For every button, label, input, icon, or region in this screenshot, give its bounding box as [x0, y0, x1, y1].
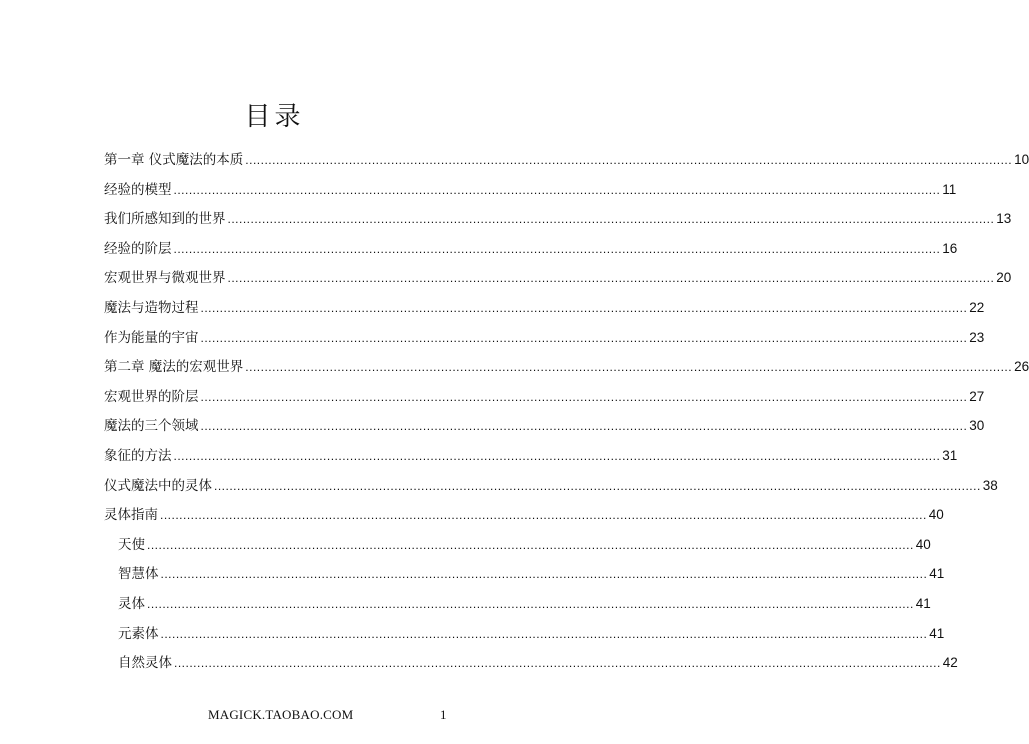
- toc-entry-label: 魔法与造物过程: [104, 299, 199, 316]
- table-of-contents: [104, 150, 1029, 683]
- toc-entry[interactable]: [104, 239, 958, 269]
- toc-entry-label: 魔法的三个领域: [104, 418, 199, 435]
- toc-entry-label: 经验的阶层: [104, 240, 172, 257]
- toc-entry-label: 宏观世界与微观世界: [104, 270, 226, 287]
- toc-entry-label: 智慧体: [118, 566, 159, 583]
- toc-entry-label: 象征的方法: [104, 447, 172, 464]
- toc-entry-page: 26: [1014, 359, 1029, 375]
- toc-entry-label: 第一章 仪式魔法的本质: [104, 152, 244, 168]
- toc-entry-label: 自然灵体: [118, 655, 172, 672]
- toc-leader-dots: ........................................................................................................................................................................................................: [147, 596, 914, 611]
- toc-entry-label: 灵体指南: [104, 507, 158, 524]
- toc-entry[interactable]: [104, 357, 1029, 387]
- toc-entry-page: 23: [969, 329, 985, 345]
- toc-entry-page: 38: [982, 477, 998, 493]
- toc-entry[interactable]: [104, 594, 931, 624]
- toc-entry-page: 22: [969, 299, 985, 315]
- page-title: 目录: [244, 102, 305, 132]
- toc-entry[interactable]: [104, 209, 1012, 239]
- toc-leader-dots: ........................................................................................................................................................................................................: [245, 153, 1013, 167]
- toc-leader-dots: ........................................................................................................................................................................................................: [200, 330, 968, 345]
- toc-entry-label: 仪式魔法中的灵体: [104, 477, 212, 494]
- toc-entry-label: 宏观世界的阶层: [104, 388, 199, 405]
- toc-leader-dots: ........................................................................................................................................................................................................: [160, 567, 928, 582]
- toc-leader-dots: ........................................................................................................................................................................................................: [200, 419, 968, 434]
- toc-entry[interactable]: [104, 268, 1012, 298]
- toc-entry-label: 第二章 魔法的宏观世界: [104, 359, 244, 376]
- toc-entry[interactable]: [104, 653, 958, 683]
- toc-entry-label: 我们所感知到的世界: [104, 211, 226, 228]
- toc-entry-label: 灵体: [118, 595, 145, 612]
- toc-entry[interactable]: [104, 180, 957, 210]
- toc-entry[interactable]: [104, 624, 945, 654]
- toc-entry[interactable]: [104, 298, 985, 328]
- toc-entry[interactable]: [104, 476, 998, 506]
- toc-leader-dots: ........................................................................................................................................................................................................: [214, 478, 981, 493]
- toc-entry-page: 16: [942, 240, 958, 256]
- toc-entry-page: 41: [929, 566, 945, 582]
- toc-entry-page: 41: [915, 595, 931, 611]
- toc-entry[interactable]: [104, 505, 944, 535]
- toc-leader-dots: ........................................................................................................................................................................................................: [173, 448, 941, 463]
- toc-entry[interactable]: [104, 446, 958, 476]
- toc-entry[interactable]: [104, 564, 945, 594]
- toc-leader-dots: ........................................................................................................................................................................................................: [173, 182, 941, 197]
- toc-leader-dots: ........................................................................................................................................................................................................: [227, 271, 995, 286]
- toc-entry[interactable]: [104, 150, 1029, 180]
- toc-leader-dots: ........................................................................................................................................................................................................: [227, 212, 995, 227]
- toc-leader-dots: ........................................................................................................................................................................................................: [200, 389, 968, 404]
- page-number: 1: [440, 707, 447, 722]
- toc-entry[interactable]: [104, 416, 985, 446]
- toc-leader-dots: ........................................................................................................................................................................................................: [160, 508, 927, 523]
- toc-entry-page: 31: [942, 447, 958, 463]
- toc-entry-page: 40: [928, 507, 944, 523]
- toc-entry[interactable]: [104, 535, 931, 565]
- toc-entry-page: 40: [915, 536, 931, 552]
- toc-entry[interactable]: [104, 328, 985, 358]
- toc-entry-page: 20: [996, 270, 1012, 286]
- toc-entry-page: 13: [996, 211, 1012, 227]
- toc-leader-dots: ........................................................................................................................................................................................................: [174, 656, 941, 671]
- toc-entry-label: 经验的模型: [104, 181, 172, 198]
- toc-entry-label: 天使: [118, 536, 145, 553]
- footer-source: MAGICK.TAOBAO.COM: [208, 707, 354, 722]
- toc-entry-page: 27: [969, 388, 985, 404]
- toc-leader-dots: ........................................................................................................................................................................................................: [173, 241, 941, 256]
- toc-entry-page: 30: [969, 418, 985, 434]
- toc-entry-page: 41: [929, 625, 945, 641]
- toc-leader-dots: ........................................................................................................................................................................................................: [160, 626, 928, 641]
- toc-entry-page: 11: [942, 181, 957, 197]
- toc-entry-label: 作为能量的宇宙: [104, 329, 199, 346]
- toc-entry-page: 10: [1014, 152, 1029, 167]
- toc-entry-page: 42: [942, 655, 958, 671]
- toc-leader-dots: ........................................................................................................................................................................................................: [245, 360, 1013, 375]
- toc-leader-dots: ........................................................................................................................................................................................................: [147, 537, 914, 552]
- toc-entry-label: 元素体: [118, 625, 159, 642]
- toc-entry[interactable]: [104, 387, 985, 417]
- toc-leader-dots: ........................................................................................................................................................................................................: [200, 300, 968, 315]
